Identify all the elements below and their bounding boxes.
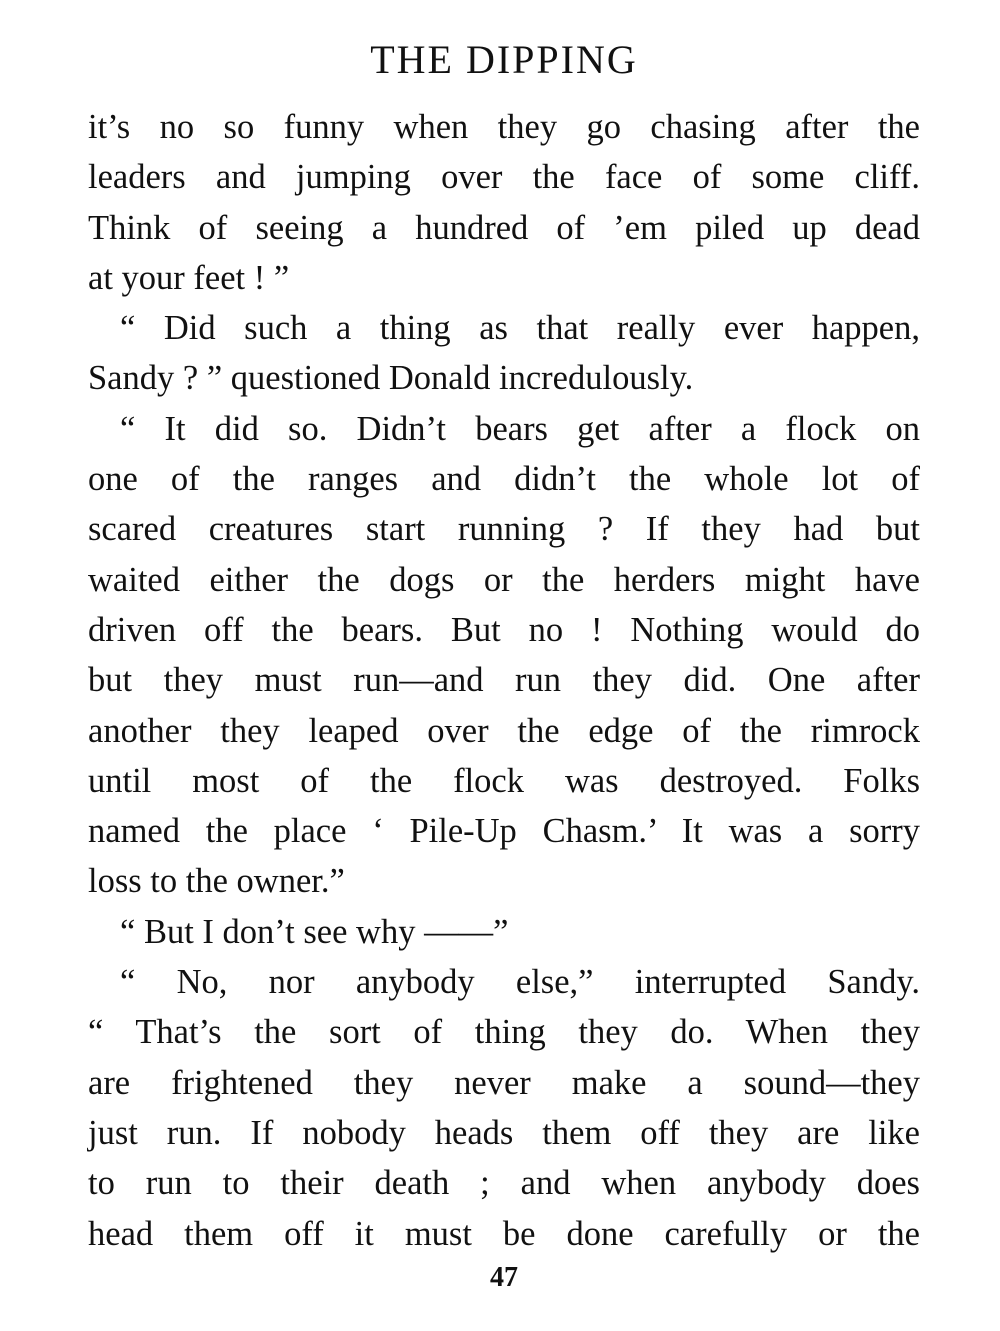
page-number: 47 [490,1262,518,1293]
text-line: one of the ranges and didn’t the whole lot of [88,460,920,499]
text-line: Think of seeing a hundred of ’em piled up dead [88,208,920,247]
text-line: “ Did such a thing as that really ever happen, [120,309,920,348]
text-line: “ It did so. Didn’t bears get after a flock on [120,409,920,448]
text-line: “ But I don’t see why ——” [120,912,509,951]
text-line: Sandy ? ” questioned Donald incredulously. [88,359,694,398]
book-page [88,30,920,1320]
text-line: waited either the dogs or the herders might have [88,560,920,599]
text-line: it’s no so funny when they go chasing after the [88,108,920,146]
text-line: driven off the bears. But no ! Nothing would do [88,610,920,649]
body-text [88,102,920,1259]
text-line: to run to their death ; and when anybody does [88,1164,920,1203]
text-line: leaders and jumping over the face of some cliff. [88,158,920,197]
text-line: loss to the owner.” [88,862,345,901]
text-line: but they must run—and run they did. One after [88,661,920,700]
text-line: at your feet ! ” [88,258,290,297]
text-line: head them off it must be done carefully or the [88,1214,920,1253]
text-line: another they leaped over the edge of the rimrock [88,711,920,750]
text-line: are frightened they never make a sound—they [88,1063,920,1102]
text-line: “ That’s the sort of thing they do. When they [88,1013,920,1052]
running-head: THE DIPPING [370,37,638,82]
text-line: “ No, nor anybody else,” interrupted Sandy. [120,963,920,1002]
text-line: named the place ‘ Pile-Up Chasm.’ It was a sorry [88,812,920,851]
text-line: until most of the flock was destroyed. Folks [88,761,920,800]
text-line: scared creatures start running ? If they had but [88,510,920,549]
text-line: just run. If nobody heads them off they are like [88,1113,920,1152]
